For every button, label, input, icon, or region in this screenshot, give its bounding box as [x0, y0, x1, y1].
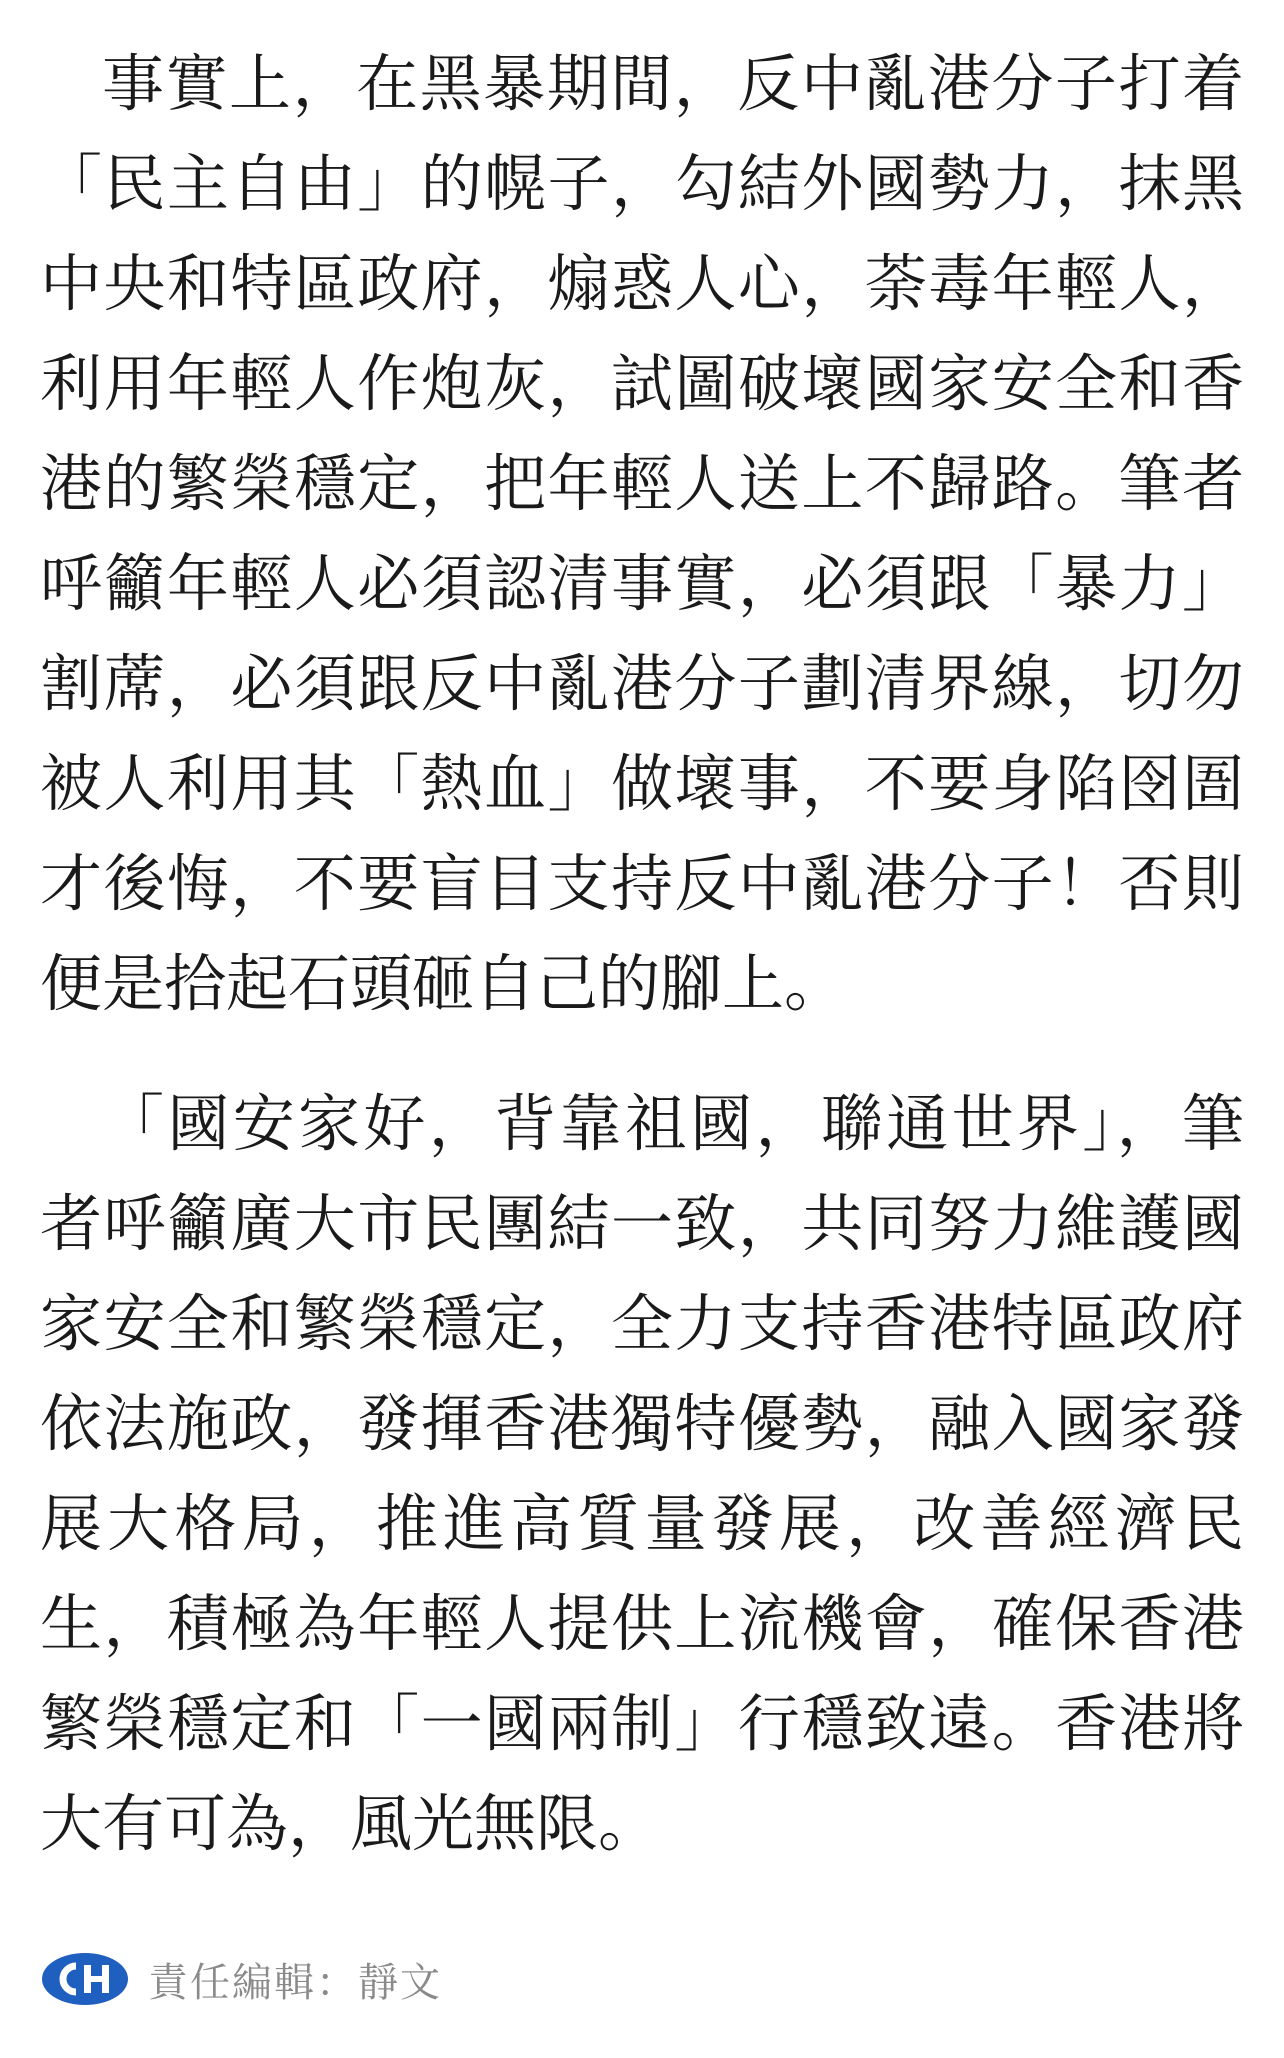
- publisher-logo-icon: [40, 1951, 130, 2007]
- paragraph-line: 才後悔，不要盲目支持反中亂港分子！否則: [40, 847, 1244, 920]
- paragraph-line: 中央和特區政府，煽惑人心，荼毒年輕人，: [40, 247, 1244, 320]
- paragraph-line: 便是拾起石頭砸自己的腳上。: [40, 947, 847, 1020]
- article-paragraph-1: [40, 34, 1244, 1034]
- article-footer: [40, 1944, 442, 2014]
- paragraph-line: 者呼籲廣大市民團結一致，共同努力維護國: [40, 1187, 1244, 1260]
- paragraph-line: 事實上，在黑暴期間，反中亂港分子打着: [102, 47, 1244, 120]
- paragraph-line: 家安全和繁榮穩定，全力支持香港特區政府: [40, 1287, 1244, 1360]
- paragraph-line: 港的繁榮穩定，把年輕人送上不歸路。筆者: [40, 447, 1244, 520]
- paragraph-line: 割蓆，必須跟反中亂港分子劃清界線，切勿: [40, 647, 1244, 720]
- paragraph-line: 利用年輕人作炮灰，試圖破壞國家安全和香: [40, 347, 1244, 420]
- paragraph-line: 大有可為，風光無限。: [40, 1787, 661, 1860]
- responsible-editor-label: 責任編輯：靜文: [148, 1959, 442, 2006]
- article-paragraph-2: [40, 1074, 1244, 1874]
- paragraph-line: 「國安家好，背靠祖國，聯通世界」，筆: [102, 1087, 1244, 1160]
- paragraph-line: 展大格局，推進高質量發展，改善經濟民: [40, 1487, 1244, 1560]
- paragraph-line: 繁榮穩定和「一國兩制」行穩致遠。香港將: [40, 1687, 1244, 1760]
- paragraph-line: 依法施政，發揮香港獨特優勢，融入國家發: [40, 1387, 1244, 1460]
- paragraph-line: 生，積極為年輕人提供上流機會，確保香港: [40, 1587, 1244, 1660]
- paragraph-line: 呼籲年輕人必須認清事實，必須跟「暴力」: [40, 547, 1244, 620]
- paragraph-line: 被人利用其「熱血」做壞事，不要身陷囹圄: [40, 747, 1244, 820]
- paragraph-line: 「民主自由」的幌子，勾結外國勢力，抹黑: [40, 147, 1244, 220]
